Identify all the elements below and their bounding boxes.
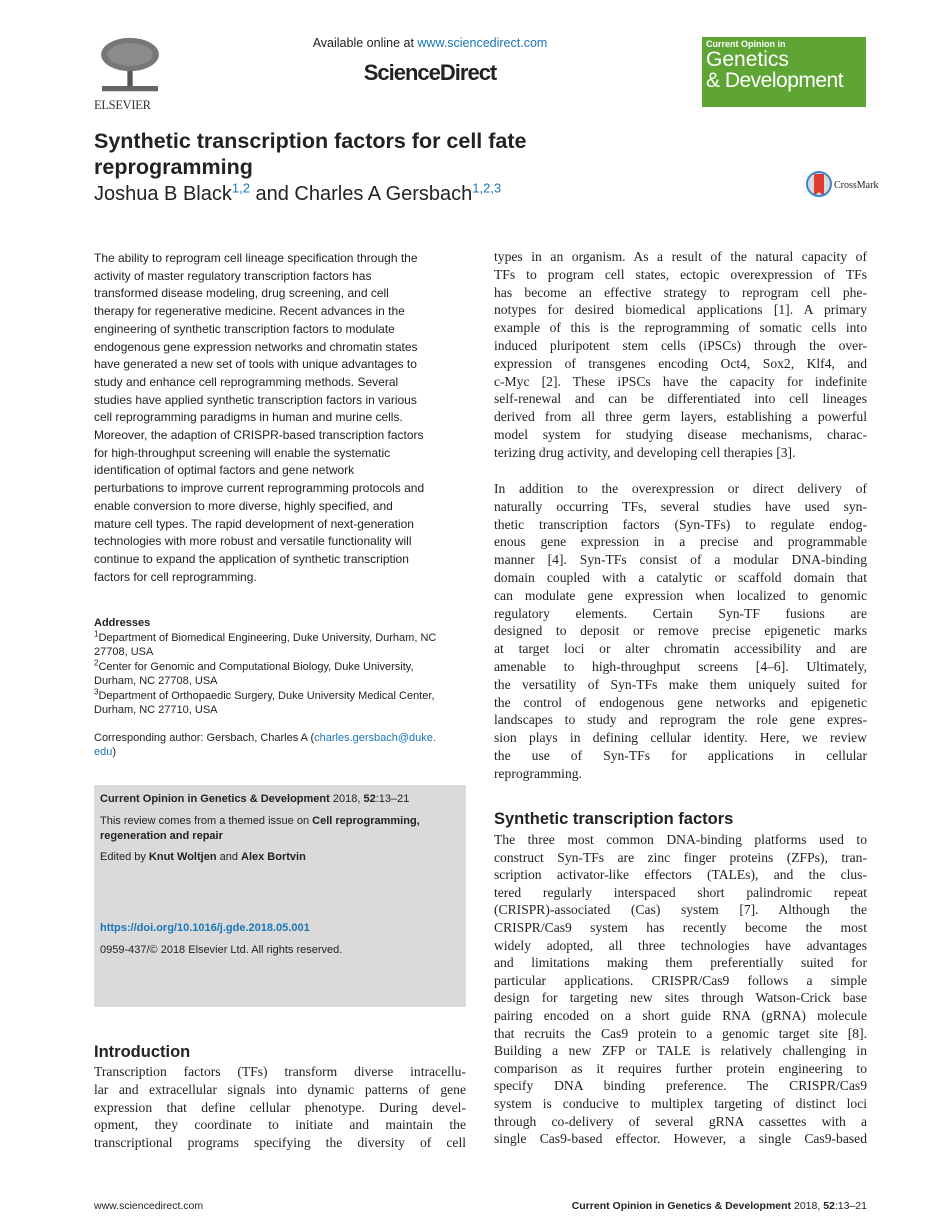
text-line: the control of endogenous gene networks and epigenetic bbox=[494, 694, 867, 710]
text-line: has become an effective strategy to reprogram cell phe- bbox=[494, 284, 867, 300]
text-line: CRISPR/Cas9 system has recently become the most bbox=[494, 919, 867, 935]
text-line: through co-delivery of several gRNA cassettes with a bbox=[494, 1113, 867, 1129]
email-link-end[interactable]: edu bbox=[94, 746, 113, 758]
text-line: expression that define cellular phenotype. During devel- bbox=[94, 1099, 466, 1115]
text-line: transformed disease modeling, drug screening, and cell bbox=[94, 286, 389, 301]
addresses: Addresses $^1$Department of Biomedical Engineering, Duke University, Durham, NC 27708, USA $^2$Center for Genomic and Computational Biology, Duke University, Durham, NC 27708, USA $^3$Department of Orthopaedic Surgery, Duke University Medical Center, Durham, NC 27710, USA Corresponding author: Gersbach, Charles A (charles.gersbach@duke. edu) bbox=[94, 616, 466, 760]
editors-line: Edited by Knut Woltjen and Alex Bortvin bbox=[100, 851, 306, 863]
text-line: designed to deposit or remove precise epigenetic marks bbox=[494, 623, 867, 639]
section-heading: Synthetic transcription factors bbox=[494, 810, 734, 828]
text-line: mature cell types. The rapid development of next-generation bbox=[94, 516, 414, 531]
text-line: engineering of synthetic transcription factors to modulate bbox=[94, 321, 395, 336]
text-line: The ability to reprogram cell lineage specification through the bbox=[94, 251, 418, 265]
text-line: at target loci or alter chromatin accessibility and are bbox=[494, 641, 867, 657]
authors: Joshua B Black$^{1,2}$ and Charles A Gersbach$^{1,2,3}$ bbox=[94, 180, 502, 205]
corresponding-author: Corresponding author: Gersbach, Charles A (charles.gersbach@duke. bbox=[94, 731, 436, 744]
text-line: landscapes to study and reprogram the role gene expres- bbox=[494, 712, 867, 728]
text-line: system is conducive to multiplex targeting of distinct loci bbox=[494, 1095, 867, 1111]
text-line: construct Syn-TFs are zinc finger proteins (ZFPs), tran- bbox=[494, 849, 867, 865]
text-line: TFs to program cell states, ectopic overexpression of TFs bbox=[494, 266, 867, 282]
text-line: Building a new ZFP or TALE is relatively challenging in bbox=[494, 1043, 867, 1059]
elsevier-logo: ELSEVIER bbox=[94, 37, 166, 107]
text-line: Transcription factors (TFs) transform diverse intracellu- bbox=[94, 1064, 466, 1079]
text-line: comparison as it requires further protein engineering to bbox=[494, 1060, 867, 1076]
copyright: 0959-437/© 2018 Elsevier Ltd. All rights reserved. bbox=[100, 944, 343, 956]
text-line: therapy for regenerative medicine. Recent advances in the bbox=[94, 304, 405, 319]
text-line: expression of transgenes encoding Oct4, Sox2, Klf4, and bbox=[494, 355, 867, 371]
theme-line: This review comes from a themed issue on Cell reprogramming, regeneration and repair bbox=[100, 815, 420, 842]
text-line: technologies with more robust and versatile functionality will bbox=[94, 534, 412, 549]
text-line: regulatory elements. Certain Syn-TF fusions are bbox=[494, 605, 867, 621]
text-line: scription activator-like effectors (TALEs), and the clus- bbox=[494, 867, 867, 883]
text-line: The three most common DNA-binding platforms used to bbox=[494, 832, 867, 847]
text-line: notypes for desired biomedical applications [1]. A primary bbox=[494, 302, 867, 318]
text-line: endogenous gene expression networks and chromatin states bbox=[94, 339, 418, 354]
journal-logo: Current Opinion in Genetics & Development bbox=[702, 37, 866, 107]
text-line: c-Myc [2]. These iPSCs have the capacity for indefinite bbox=[494, 373, 867, 389]
address-line bbox=[94, 628, 466, 646]
text-line: induced pluripotent stem cells (iPSCs) through the over- bbox=[494, 337, 867, 353]
text-line: reprogramming. bbox=[494, 765, 582, 781]
text-line: terizing drug activity, and developing cell therapies [3]. bbox=[494, 444, 796, 460]
text-line: the use of Syn-TFs for applications in cellular bbox=[494, 747, 867, 763]
text-line: have generated a new set of tools with unique advantages to bbox=[94, 357, 417, 372]
email-link[interactable]: charles.gersbach@duke. bbox=[314, 731, 436, 744]
text-line: enable conversion to more diverse, highly specified, and bbox=[94, 498, 393, 513]
address-number: 1 bbox=[94, 628, 99, 638]
introduction-heading: Introduction bbox=[94, 1043, 191, 1061]
text-line: identification of optimal factors and gene network bbox=[94, 463, 355, 478]
text-line: naturally occurring TFs, several studies have used syn- bbox=[494, 498, 867, 514]
text-line: continue to expand the application of synthetic transcription bbox=[94, 551, 409, 566]
text-line: particular applications. CRISPR/Cas9 follows a simple bbox=[494, 972, 867, 988]
address-text: Durham, NC 27710, USA bbox=[94, 704, 218, 716]
article-info-box bbox=[94, 785, 466, 1007]
text-line: thetic transcription factors (Syn-TFs) to regulate endog- bbox=[494, 516, 867, 532]
right-paragraph-2 bbox=[494, 480, 867, 783]
text-line: In addition to the overexpression or direct delivery of bbox=[494, 481, 867, 496]
address-line bbox=[94, 657, 466, 675]
elsevier-tree-icon bbox=[94, 37, 166, 93]
text-line: studies have applied synthetic transcription factors in various bbox=[94, 392, 417, 407]
doi-link[interactable]: https://doi.org/10.1016/j.gde.2018.05.001 bbox=[100, 922, 310, 934]
text-line: self-renewal and can be differentiated into cell lineages bbox=[494, 391, 867, 407]
crossmark-icon bbox=[806, 170, 832, 200]
text-line: model system for studying disease mechanisms, charac- bbox=[494, 426, 867, 442]
text-line: tered regularly interspaced short palindromic repeat bbox=[494, 884, 867, 900]
text-line: perturbations to improve current reprogramming protocols and bbox=[94, 481, 425, 496]
text-line: the versatility of Syn-TFs make them uniquely suited for bbox=[494, 676, 867, 692]
address-text: Durham, NC 27708, USA bbox=[94, 675, 218, 687]
crossmark-badge[interactable]: CrossMark bbox=[806, 170, 878, 200]
address-line bbox=[94, 645, 466, 660]
sciencedirect-logo: ScienceDirect bbox=[363, 60, 497, 85]
address-text: 27708, USA bbox=[94, 646, 154, 658]
text-line: (CRISPR)-associated (Cas) system [7]. Although the bbox=[494, 902, 867, 918]
address-line bbox=[94, 674, 466, 689]
address-line bbox=[94, 703, 466, 718]
text-line: single Cas9-based effector. However, a single Cas9-based bbox=[494, 1131, 867, 1147]
text-line: lar and extracellular signals into dynamic patterns of gene bbox=[94, 1081, 466, 1097]
text-line: widely adopted, all three technologies have advantages bbox=[494, 937, 867, 953]
text-line: and limitations making them preferentially suited for bbox=[494, 955, 867, 971]
text-line: amenable to high-throughput screens [4–6]. Ultimately, bbox=[494, 658, 867, 674]
text-line: cell reprogramming paradigms in human and murine cells. bbox=[94, 410, 403, 425]
text-line: Moreover, the adaption of CRISPR-based transcription factors bbox=[94, 428, 424, 443]
introduction-text bbox=[94, 1063, 466, 1152]
text-line: domain coupled with a catalytic or scaffold domain that bbox=[494, 569, 867, 585]
sciencedirect-link[interactable]: www.sciencedirect.com bbox=[417, 36, 548, 50]
text-line: derived from all three germ layers, establishing a powerful bbox=[494, 409, 867, 425]
text-line: design for targeting new sites through Watson-Crick base bbox=[494, 990, 867, 1006]
address-number: 2 bbox=[94, 657, 99, 667]
address-text: Department of Biomedical Engineering, Duke University, Durham, NC bbox=[98, 631, 437, 644]
text-line: opment, they coordinate to initiate and maintain the bbox=[94, 1117, 466, 1133]
text-line: can modulate gene expression when localized to genomic bbox=[494, 587, 867, 603]
footer-left[interactable]: www.sciencedirect.com bbox=[94, 1200, 204, 1212]
text-line: example of this is the reprogramming of somatic cells into bbox=[494, 320, 867, 336]
address-text: Center for Genomic and Computational Biology, Duke University, bbox=[98, 660, 414, 673]
footer-right: Current Opinion in Genetics & Development 2018, 52:13–21 bbox=[571, 1200, 867, 1212]
text-line: for high-throughput screening will enable the systematic bbox=[94, 445, 391, 460]
text-line: activity of master regulatory transcription factors has bbox=[94, 268, 372, 283]
address-number: 3 bbox=[94, 686, 99, 696]
address-text: Department of Orthopaedic Surgery, Duke University Medical Center, bbox=[98, 689, 435, 702]
available-online: Available online at www.sciencedirect.com bbox=[312, 36, 548, 50]
article-title: Synthetic transcription factors for cell fate reprogramming bbox=[94, 129, 527, 179]
text-line: factors for cell reprogramming. bbox=[94, 569, 257, 584]
text-line: transcriptional programs specifying the diversity of cell bbox=[94, 1135, 466, 1151]
text-line: that recruits the Cas9 protein to a genomic target site [8]. bbox=[494, 1025, 867, 1041]
text-line: enous gene expression in a precise and programmable bbox=[494, 534, 867, 550]
abstract bbox=[94, 250, 466, 586]
text-line: sion plays in defining cellular identity. Here, we review bbox=[494, 730, 867, 746]
citation-line: Current Opinion in Genetics & Development 2018, 52:13–21 bbox=[100, 793, 410, 805]
text-line: specify DNA binding preference. The CRISPR/Cas9 bbox=[494, 1078, 867, 1094]
right-paragraph-1 bbox=[494, 248, 867, 462]
text-line: types in an organism. As a result of the natural capacity of bbox=[494, 249, 867, 264]
address-line bbox=[94, 686, 466, 704]
text-line: manner [4]. Syn-TFs consist of a modular DNA-binding bbox=[494, 552, 867, 568]
right-paragraph-3 bbox=[494, 831, 867, 1148]
text-line: study and enhance cell reprogramming methods. Several bbox=[94, 374, 399, 389]
text-line: pairing encoded on a short guide RNA (gRNA) molecule bbox=[494, 1007, 867, 1023]
